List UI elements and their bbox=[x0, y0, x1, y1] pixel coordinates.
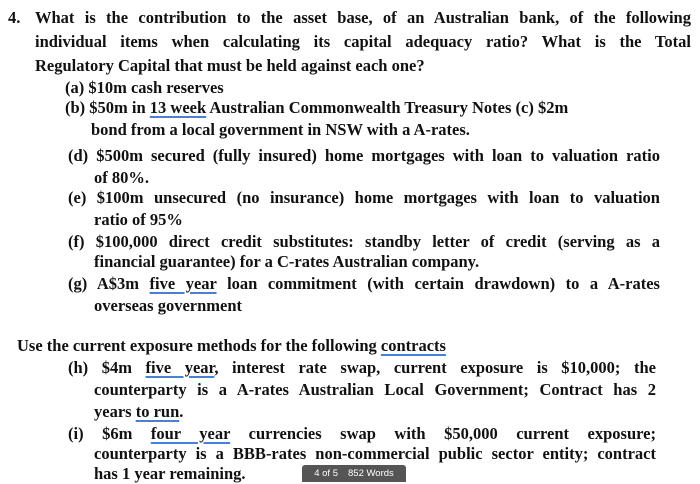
question-intro-line: What is the contribution to the asset base, of an Australian bank, of the following bbox=[35, 8, 691, 27]
item-d-continued: of 80%. bbox=[94, 168, 149, 187]
item-e-continued: ratio of 95% bbox=[94, 210, 183, 229]
item-h-continued: years to run. bbox=[94, 402, 184, 421]
word-count: 852 Words bbox=[348, 468, 394, 479]
item-i-continued: counterparty is a BBB-rates non-commercial public sector entity; contract bbox=[94, 444, 656, 463]
page-indicator: 4 of 5 bbox=[314, 468, 338, 479]
item-i: (i) $6m four year currencies swap with $50,000 current exposure; bbox=[68, 424, 656, 443]
spellcheck-underline: five year bbox=[149, 274, 217, 293]
item-f: (f) $100,000 direct credit substitutes: standby letter of credit (serving as a bbox=[68, 232, 660, 251]
item-a: (a) $10m cash reserves bbox=[65, 78, 224, 97]
item-b: (b) $50m in 13 week Australian Commonwealth Treasury Notes (c) $2m bbox=[65, 98, 569, 117]
question-number: 4. bbox=[8, 8, 21, 27]
question-intro-line: individual items when calculating its capital adequacy ratio? What is the Total bbox=[35, 32, 691, 51]
spellcheck-underline: four year bbox=[150, 424, 231, 443]
section-heading: Use the current exposure methods for the following contracts bbox=[17, 336, 446, 355]
spellcheck-underline: contracts bbox=[380, 336, 446, 355]
question-intro-line: Regulatory Capital that must be held against each one? bbox=[35, 56, 425, 75]
item-g: (g) A$3m five year loan commitment (with certain drawdown) to a A-rates bbox=[68, 274, 660, 293]
item-h-continued: counterparty is a A-rates Australian Local Government; Contract has 2 bbox=[94, 380, 656, 399]
item-e: (e) $100m unsecured (no insurance) home mortgages with loan to valuation bbox=[68, 188, 660, 207]
item-h: (h) $4m five year, interest rate swap, current exposure is $10,000; the bbox=[68, 358, 656, 377]
item-f-continued: financial guarantee) for a C-rates Australian company. bbox=[94, 252, 480, 271]
item-g-continued: overseas government bbox=[94, 296, 243, 315]
spellcheck-underline: 13 week bbox=[149, 98, 207, 117]
spellcheck-underline: five year bbox=[145, 358, 215, 377]
word-count-status-bar[interactable] bbox=[302, 465, 406, 482]
spellcheck-underline: to run bbox=[135, 402, 180, 421]
item-d: (d) $500m secured (fully insured) home mortgages with loan to valuation ratio bbox=[68, 146, 660, 165]
item-b-continued: bond from a local government in NSW with a A-rates. bbox=[91, 120, 470, 139]
item-i-continued: has 1 year remaining. bbox=[94, 464, 246, 483]
